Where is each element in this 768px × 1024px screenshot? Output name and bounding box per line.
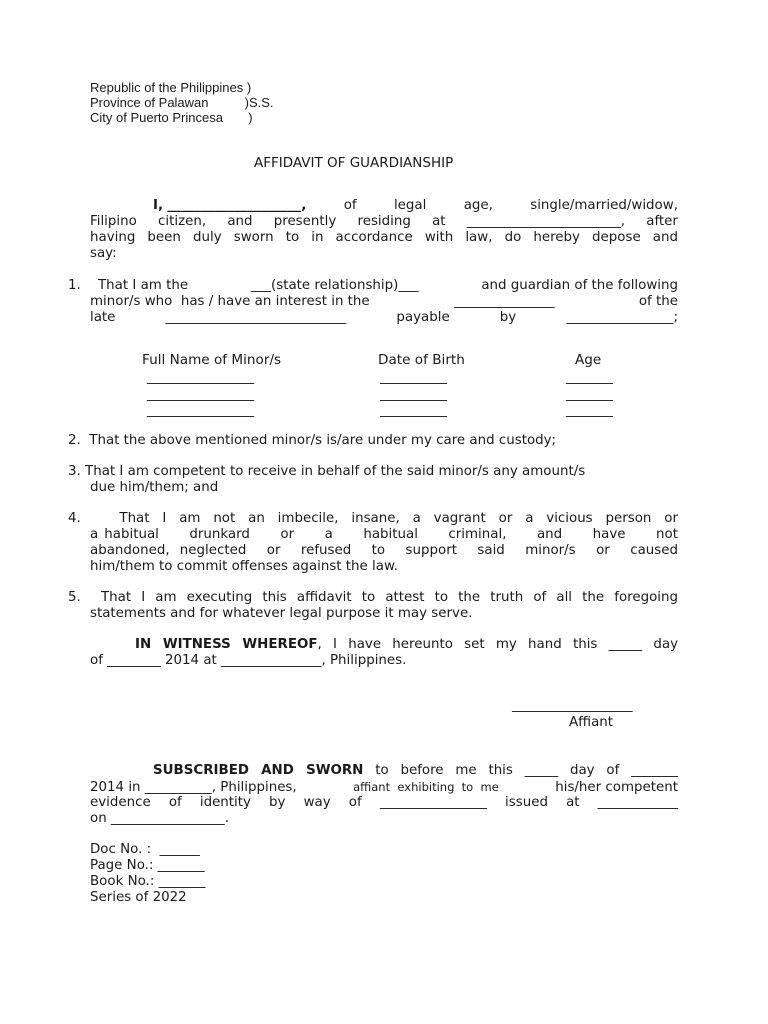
- item1-text: payable: [396, 310, 450, 325]
- payor-blank: ________________;: [566, 310, 678, 325]
- relationship-blank: ___(state relationship)___: [250, 278, 419, 293]
- header-date-of-birth: Date of Birth: [378, 352, 465, 368]
- caption-province: Province of Palawan )S.S.: [90, 95, 274, 110]
- deceased-name-blank: ___________________________: [165, 310, 347, 325]
- witness-line-1: [135, 637, 678, 653]
- series-of: Series of 2022: [90, 890, 187, 905]
- document-title: AFFIDAVIT OF GUARDIANSHIP: [254, 155, 454, 171]
- item3-line-1: 3. That I am competent to receive in behalf of the said minor/s any amount/s: [68, 464, 586, 479]
- minor-age-blank: _______: [566, 370, 613, 385]
- affiant-name-blank: ____________________,: [167, 198, 307, 213]
- minor-age-blank: _______: [566, 403, 613, 418]
- intro-line-4: say:: [90, 246, 117, 261]
- jurat-line-4: on _________________.: [90, 811, 230, 826]
- jurat-text: his/her competent: [555, 780, 678, 795]
- header-age: Age: [575, 352, 602, 368]
- item1-line-2: [90, 294, 678, 310]
- item4-line-3: abandoned, neglected or refused to support said minor/s or caused: [90, 543, 678, 558]
- jurat-text: 2014 in __________, Philippines,: [90, 780, 297, 795]
- item5-line-2: statements and for whatever legal purpose it may serve.: [90, 606, 473, 621]
- intro-pronoun: I,: [153, 198, 164, 213]
- item1-text: of the: [638, 294, 678, 309]
- intro-word: age,: [463, 198, 493, 213]
- item4-line-1: 4. That I am not an imbecile, insane, a vagrant or a vicious person or: [68, 511, 678, 526]
- interest-blank: _______________: [454, 294, 555, 309]
- item1-line-3: [90, 310, 678, 326]
- intro-word: of: [343, 198, 357, 213]
- jurat-heading: SUBSCRIBED AND SWORN: [153, 763, 364, 778]
- item1-number: 1.: [68, 278, 81, 293]
- witness-text: , I have hereunto set my hand this _____ day: [317, 637, 678, 652]
- intro-word: Filipino: [90, 214, 137, 229]
- minor-name-blank: ________________: [147, 370, 255, 385]
- item5-line-1: 5. That I am executing this affidavit to attest to the truth of all the foregoing: [68, 590, 678, 605]
- book-no: Book No.: _______: [90, 874, 206, 889]
- jurat-text: to before me this _____ day of _______: [363, 763, 678, 778]
- residence-blank: _______________________,: [466, 214, 626, 229]
- jurat-line-3: evidence of identity by way of ________________ issued at ____________: [90, 795, 678, 810]
- witness-line-2: of ________ 2014 at _______________, Philippines.: [90, 653, 407, 668]
- affiant-signature-line: __________________: [512, 698, 633, 713]
- intro-word: presently: [273, 214, 337, 229]
- header-full-name: Full Name of Minor/s: [142, 352, 282, 368]
- item1-text: That I am the: [98, 278, 189, 293]
- item3-line-2: due him/them; and: [90, 480, 219, 495]
- intro-word: and: [227, 214, 253, 229]
- intro-word: single/married/widow,: [530, 198, 678, 213]
- intro-line-2: [90, 214, 678, 230]
- witness-heading: IN WITNESS WHEREOF: [135, 637, 318, 652]
- minor-dob-blank: __________: [380, 370, 447, 385]
- minor-age-blank: _______: [566, 387, 613, 402]
- minor-dob-blank: __________: [380, 387, 447, 402]
- intro-word: at: [432, 214, 446, 229]
- item1-text: and guardian of the following: [481, 278, 678, 293]
- item1-text: minor/s who has / have an interest in the: [90, 294, 370, 309]
- intro-line-1: [153, 198, 678, 214]
- minor-name-blank: ________________: [147, 387, 255, 402]
- jurat-text-small: affiant exhibiting to me: [353, 780, 499, 794]
- affiant-label: Affiant: [569, 715, 614, 730]
- caption-republic: Republic of the Philippines ): [90, 80, 252, 95]
- item2-text: 2. That the above mentioned minor/s is/are under my care and custody;: [68, 433, 557, 448]
- doc-no: Doc No. : ______: [90, 842, 200, 857]
- intro-word: legal: [393, 198, 427, 213]
- intro-word: after: [646, 214, 678, 229]
- minor-dob-blank: __________: [380, 403, 447, 418]
- intro-word: residing: [357, 214, 411, 229]
- item1-text: late: [90, 310, 116, 325]
- caption-city: City of Puerto Princesa ): [90, 110, 253, 125]
- item1-line-1: [98, 278, 678, 294]
- page-no: Page No.: _______: [90, 858, 205, 873]
- intro-line-3: having been duly sworn to in accordance with law, do hereby depose and: [90, 230, 678, 245]
- intro-word: citizen,: [158, 214, 207, 229]
- jurat-line-1: [153, 763, 678, 779]
- item4-line-2: a habitual drunkard or a habitual criminal, and have not: [90, 527, 678, 542]
- jurat-line-2: [90, 779, 678, 795]
- minor-name-blank: ________________: [147, 403, 255, 418]
- item1-text: by: [499, 310, 517, 325]
- item4-line-4: him/them to commit offenses against the law.: [90, 559, 398, 574]
